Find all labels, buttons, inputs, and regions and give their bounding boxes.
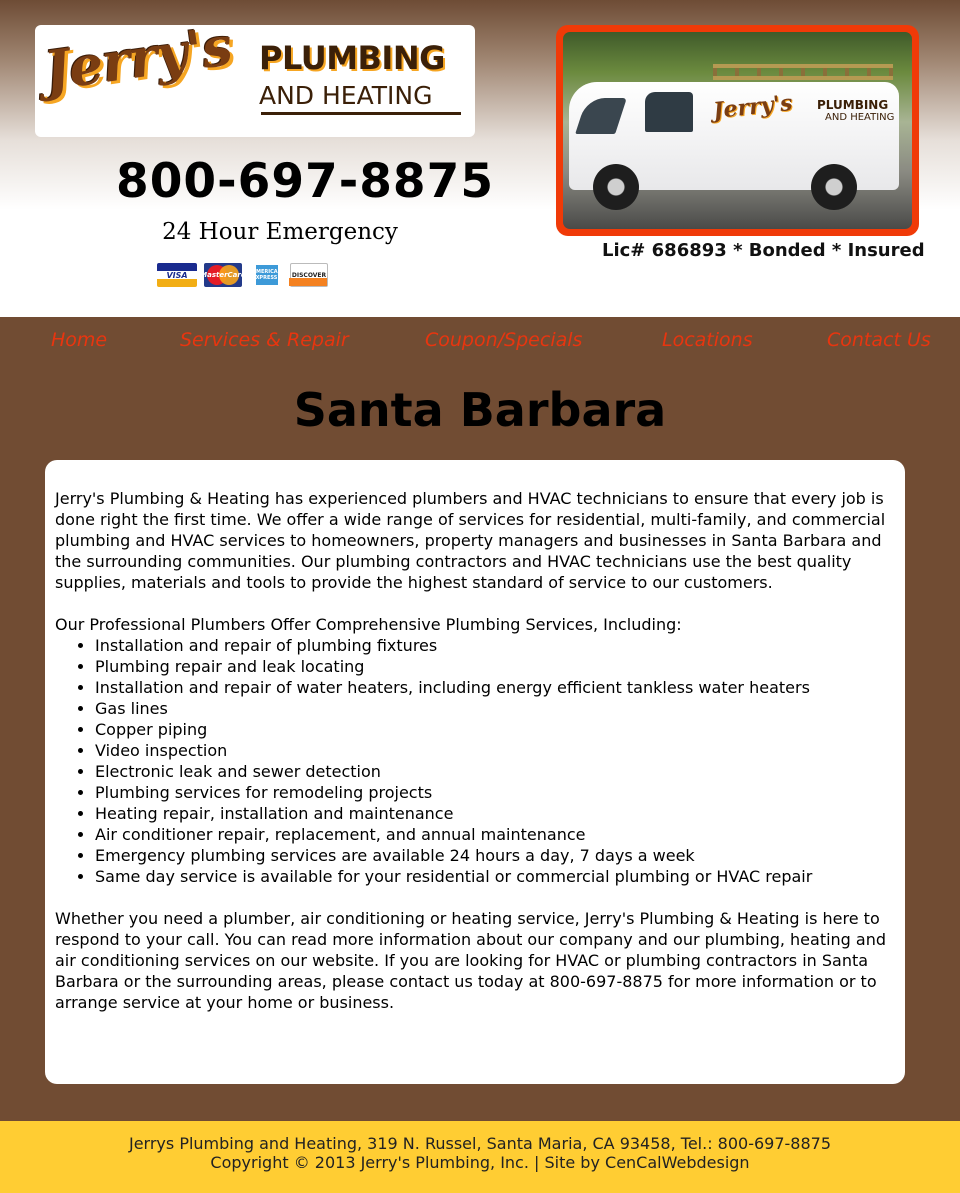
service-item: • Air conditioner repair, replacement, and annual maintenance — [95, 824, 895, 845]
service-item: • Electronic leak and sewer detection — [95, 761, 895, 782]
nav-services-repair[interactable]: Services & Repair — [180, 329, 349, 351]
logo-plumbing-text: PLUMBING — [259, 39, 445, 77]
page-title: Santa Barbara — [293, 383, 667, 437]
van-logo-heating: AND HEATING — [825, 112, 895, 123]
emergency-tagline: 24 Hour Emergency — [162, 219, 398, 245]
license-info: Lic# 686893 * Bonded * Insured — [602, 240, 925, 261]
service-item: • Emergency plumbing services are available 24 hours a day, 7 days a week — [95, 845, 895, 866]
service-item: • Video inspection — [95, 740, 895, 761]
nav-contact-us[interactable]: Contact Us — [827, 329, 931, 351]
visa-card-icon: VISA — [157, 263, 197, 287]
amex-card-icon: AMERICAN EXPRESS — [254, 263, 280, 287]
footer-copyright[interactable]: Copyright © 2013 Jerry's Plumbing, Inc. | Site by CenCalWebdesign — [210, 1153, 750, 1172]
service-van-photo — [563, 32, 912, 229]
intro-paragraph: Jerry's Plumbing & Heating has experienced plumbers and HVAC technicians to ensure that every job is done right the first time. We offer a wide range of services for residential, multi-family, and commercial plumbing and HVAC services to homeowners, property managers and businesses in Santa Barbara and the surrounding communities. Our plumbing contractors and HVAC technicians use the best quality supplies, materials and tools to provide the highest standard of service to our customers. — [55, 489, 886, 592]
logo-script-text: Jerry's — [40, 13, 236, 104]
site-header — [0, 0, 960, 317]
services-list — [55, 635, 895, 887]
service-item: • Installation and repair of plumbing fixtures — [95, 635, 895, 656]
footer-address: Jerrys Plumbing and Heating, 319 N. Russel, Santa Maria, CA 93458, Tel.: 800-697-8875 — [128, 1134, 832, 1153]
service-item: • Installation and repair of water heaters, including energy efficient tankless water heaters — [95, 677, 895, 698]
service-item: • Heating repair, installation and maintenance — [95, 803, 895, 824]
main-nav — [0, 317, 960, 367]
mastercard-icon: MasterCard — [204, 263, 242, 287]
service-item: • Same day service is available for your residential or commercial plumbing or HVAC repair — [95, 866, 895, 887]
closing-paragraph: Whether you need a plumber, air conditioning or heating service, Jerry's Plumbing & Heating is here to respond to your call. You can read more information about our company and our plumbing, heating and air conditioning services on our website. If you are looking for HVAC or plumbing contractors in Santa Barbara or the surrounding areas, please contact us today at 800-697-8875 for more information or to arrange service at your home or business. — [55, 909, 887, 1012]
phone-number: 800-697-8875 — [116, 154, 495, 209]
company-logo[interactable] — [35, 13, 475, 137]
van-ladder-rack — [713, 64, 893, 80]
van-side-window — [645, 92, 693, 132]
site-footer — [0, 1121, 960, 1193]
discover-card-icon: DISCOVER — [290, 263, 328, 287]
van-front-wheel — [593, 164, 639, 210]
logo-underline — [261, 112, 461, 115]
service-item: • Plumbing repair and leak locating — [95, 656, 895, 677]
van-logo-plumbing: PLUMBING — [817, 98, 889, 112]
nav-home[interactable]: Home — [51, 329, 108, 351]
service-item: • Gas lines — [95, 698, 895, 719]
logo-heating-text: AND HEATING — [259, 81, 433, 110]
nav-coupon-specials[interactable]: Coupon/Specials — [425, 329, 583, 351]
van-photo-frame — [556, 25, 919, 236]
van-rear-wheel — [811, 164, 857, 210]
service-item: • Copper piping — [95, 719, 895, 740]
van-logo-script: Jerry's — [711, 89, 794, 125]
service-item: • Plumbing services for remodeling projects — [95, 782, 895, 803]
content-panel — [45, 460, 905, 1084]
nav-locations[interactable]: Locations — [662, 329, 753, 351]
services-heading: Our Professional Plumbers Offer Comprehensive Plumbing Services, Including: — [55, 615, 682, 634]
